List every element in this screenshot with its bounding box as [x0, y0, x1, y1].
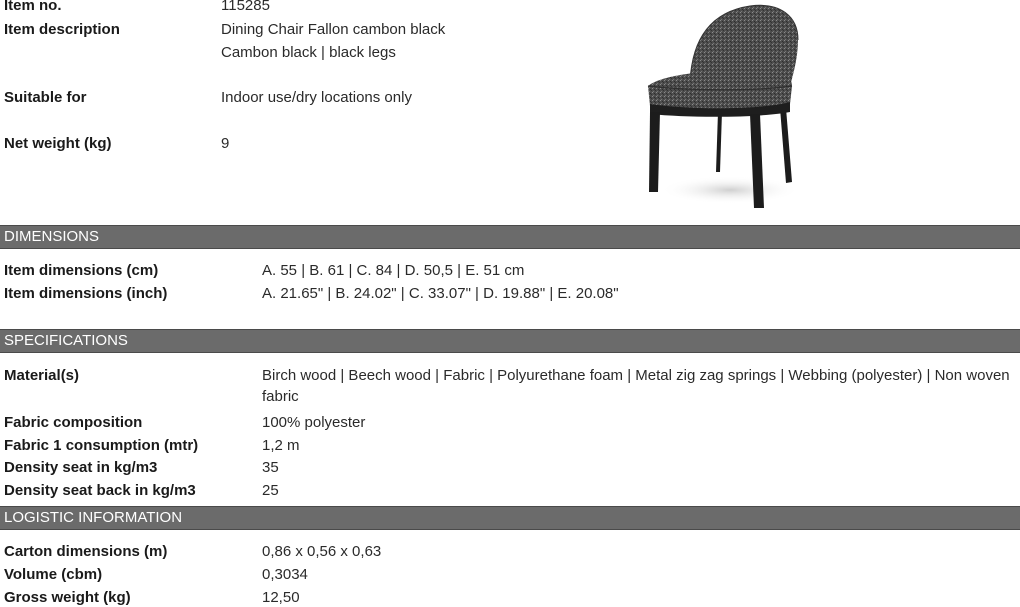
spec-value: 35	[262, 459, 279, 476]
dimensions-label: Item dimensions (cm)	[4, 262, 159, 279]
logistic-label: Carton dimensions (m)	[4, 543, 168, 560]
logistic-section-header	[0, 506, 1020, 530]
item-description-line2: Cambon black | black legs	[221, 44, 396, 61]
item-description-line1: Dining Chair Fallon cambon black	[221, 21, 446, 38]
item-description-label: Item description	[4, 21, 120, 38]
spec-value: Birch wood | Beech wood | Fabric | Polyurethane foam | Metal zig zag springs | Webbing (polyester) | Non woven fabric	[262, 367, 1010, 405]
dimensions-value: A. 21.65" | B. 24.02" | C. 33.07" | D. 19.88" | E. 20.08"	[262, 285, 619, 302]
suitable-for-label: Suitable for	[4, 89, 87, 106]
dimensions-title: DIMENSIONS	[4, 228, 100, 245]
spec-value: 100% polyester	[262, 414, 366, 431]
specifications-section-header	[0, 329, 1020, 353]
spec-label: Density seat in kg/m3	[4, 459, 158, 476]
suitable-for-value: Indoor use/dry locations only	[221, 89, 412, 106]
logistic-value: 12,50	[262, 589, 300, 606]
spec-label: Fabric composition	[4, 414, 143, 431]
dimensions-label: Item dimensions (inch)	[4, 285, 168, 302]
specifications-title: SPECIFICATIONS	[4, 332, 128, 349]
logistic-title: LOGISTIC INFORMATION	[4, 509, 183, 526]
spec-label: Fabric 1 consumption (mtr)	[4, 437, 199, 454]
dimensions-value: A. 55 | B. 61 | C. 84 | D. 50,5 | E. 51 cm	[262, 262, 525, 279]
net-weight-label: Net weight (kg)	[4, 135, 112, 152]
item-no-value: 115285	[221, 0, 270, 14]
net-weight-value: 9	[221, 135, 230, 152]
dimensions-section-header	[0, 225, 1020, 249]
spec-value: 1,2 m	[262, 437, 300, 454]
logistic-value: 0,86 x 0,56 x 0,63	[262, 543, 382, 560]
logistic-value: 0,3034	[262, 566, 308, 583]
item-no-label: Item no.	[4, 0, 62, 14]
product-image	[640, 0, 800, 215]
spec-value: 25	[262, 482, 279, 499]
spec-label: Density seat back in kg/m3	[4, 482, 196, 499]
logistic-label: Gross weight (kg)	[4, 589, 131, 606]
spec-label: Material(s)	[4, 367, 80, 384]
logistic-label: Volume (cbm)	[4, 566, 103, 583]
